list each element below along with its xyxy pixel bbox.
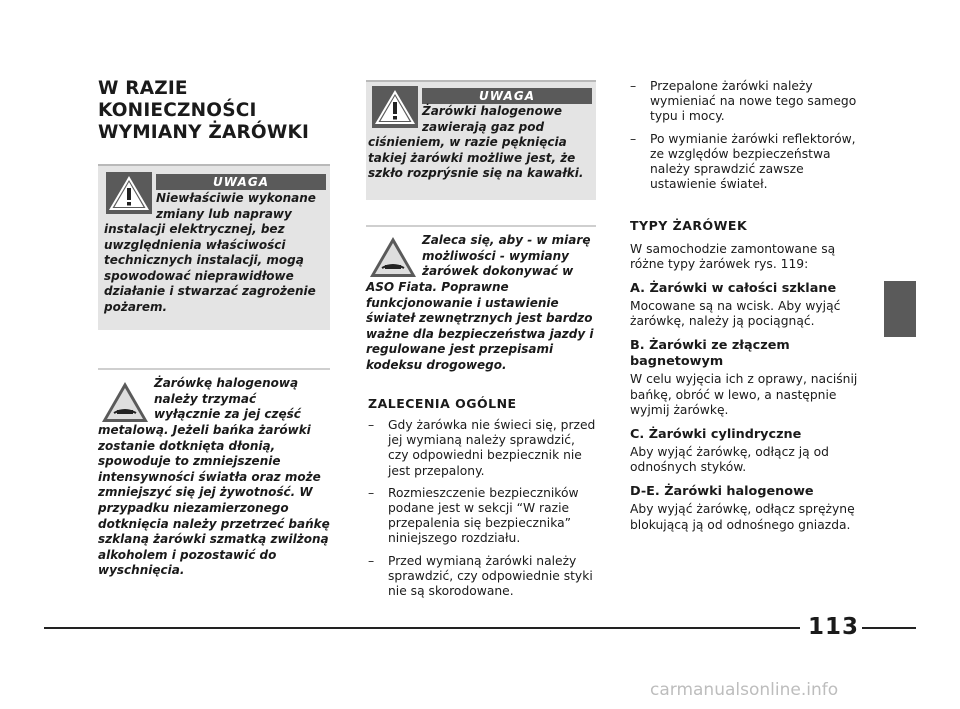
note-text-line: należy trzymać <box>154 391 257 406</box>
note-text-line: wyłącznie za jej część <box>154 407 301 422</box>
right-column <box>630 79 862 533</box>
note-box-halogen-handling <box>98 368 330 602</box>
note-triangle-icon <box>368 235 418 279</box>
note-text-line: możliwości - wymiany <box>422 248 569 263</box>
note-text: ASO Fiata. Poprawne funkcjonowanie i ustawienie świateł zewnętrznych jest bardzo ważne dla bezpieczeństwa jazdy i regulowane jest przepisami kodeksu drogowego. <box>366 280 594 372</box>
footer-rule-left <box>44 627 800 629</box>
warning-triangle-icon <box>106 172 152 214</box>
bulb-type-c-text: Aby wyjąć żarówkę, odłącz ją od odnośnych styków. <box>630 445 829 475</box>
bulb-type-b-title: B. Żarówki ze złączem bagnetowym <box>630 338 790 370</box>
note-text-line: Żarówkę halogenową <box>154 376 299 390</box>
warning-title: UWAGA <box>422 88 592 104</box>
list-item: – Gdy żarówka nie świeci się, przed jej wymianą należy sprawdzić, czy odpowiedni bezpiecznik nie jest przepalony. <box>368 418 596 479</box>
bulb-type-a-text: Mocowane są na wcisk. Aby wyjąć żarówkę, należy ją pociągnąć. <box>630 299 841 329</box>
watermark: carmanualsonline.info <box>650 680 839 700</box>
warning-title: UWAGA <box>156 174 326 190</box>
list-item: – Przepalone żarówki należy wymieniać na nowe tego samego typu i mocy. <box>630 79 862 125</box>
warning-text-line: Niewłaściwie wykonane <box>156 191 316 205</box>
bulb-type-c-title: C. Żarówki cylindryczne <box>630 427 802 443</box>
warning-text-line: zmiany lub naprawy <box>156 206 292 221</box>
note-text-line: żarówek dokonywać w <box>422 264 574 279</box>
warning-box-electrical <box>98 164 330 330</box>
warning-text: instalacji elektrycznej, bez uwzględnienia właściwości technicznych instalacji, mogą spowodować nieprawidłowe działanie i stwarzać zagrożenie pożarem. <box>104 222 316 314</box>
note-box-aso-fiat <box>366 225 596 379</box>
bulb-types-heading: TYPY ŻARÓWEK <box>630 218 748 234</box>
note-text-line: Zaleca się, aby - w miarę <box>422 233 591 247</box>
note-text: metalową. Jeżeli bańka żarówki zostanie dotknięta dłonią, spowoduje to zmniejszenie intensywności światła oraz może zmniejszyć się jej żywotność. W przypadku niezamierzonego dotknięcia należy przetrzeć bańkę szklaną żarówki szmatką zwilżoną alkoholem i pozostawić do wyschnięcia. <box>98 423 330 578</box>
list-item: – Rozmieszczenie bezpieczników podane jest w sekcji “W razie przepalenia się bezpiecznika” niniejszego rozdziału. <box>368 486 596 547</box>
general-recommendations-list <box>368 418 596 606</box>
bulb-type-de-text: Aby wyjąć żarówkę, odłącz sprężynę blokującą ją od odnośnego gniazda. <box>630 502 855 532</box>
warning-text-line: zawierają gaz pod <box>422 119 545 134</box>
note-triangle-icon <box>100 380 150 424</box>
general-recommendations-heading: ZALECENIA OGÓLNE <box>368 396 517 411</box>
bulb-type-a-title: A. Żarówki w całości szklane <box>630 281 837 297</box>
bulb-types-intro: W samochodzie zamontowane są różne typy żarówek rys. 119: <box>630 241 836 271</box>
footer-rule-right <box>862 627 916 629</box>
bulb-type-de-title: D-E. Żarówki halogenowe <box>630 484 814 500</box>
section-heading: W RAZIE KONIECZNOŚCI WYMIANY ŻARÓWKI <box>98 78 310 143</box>
chapter-tab <box>884 281 916 337</box>
warning-box-halogen-pressure <box>366 80 596 200</box>
page-number: 113 <box>808 614 860 640</box>
warning-triangle-icon <box>372 86 418 128</box>
list-item: – Przed wymianą żarówki należy sprawdzić, czy odpowiednie styki nie są skorodowane. <box>368 554 596 600</box>
bulb-type-b-text: W celu wyjęcia ich z oprawy, naciśnij bańkę, obróć w lewo, a następnie wyjmij żarówkę. <box>630 372 858 417</box>
warning-text: ciśnieniem, w razie pęknięcia takiej żarówki możliwe jest, że szkło rozprýsnie się na kawałki. <box>368 135 584 181</box>
list-item: – Po wymianie żarówki reflektorów, ze względów bezpieczeństwa należy sprawdzić zawsze ustawienie świateł. <box>630 132 862 193</box>
warning-text-line: Żarówki halogenowe <box>422 104 563 118</box>
